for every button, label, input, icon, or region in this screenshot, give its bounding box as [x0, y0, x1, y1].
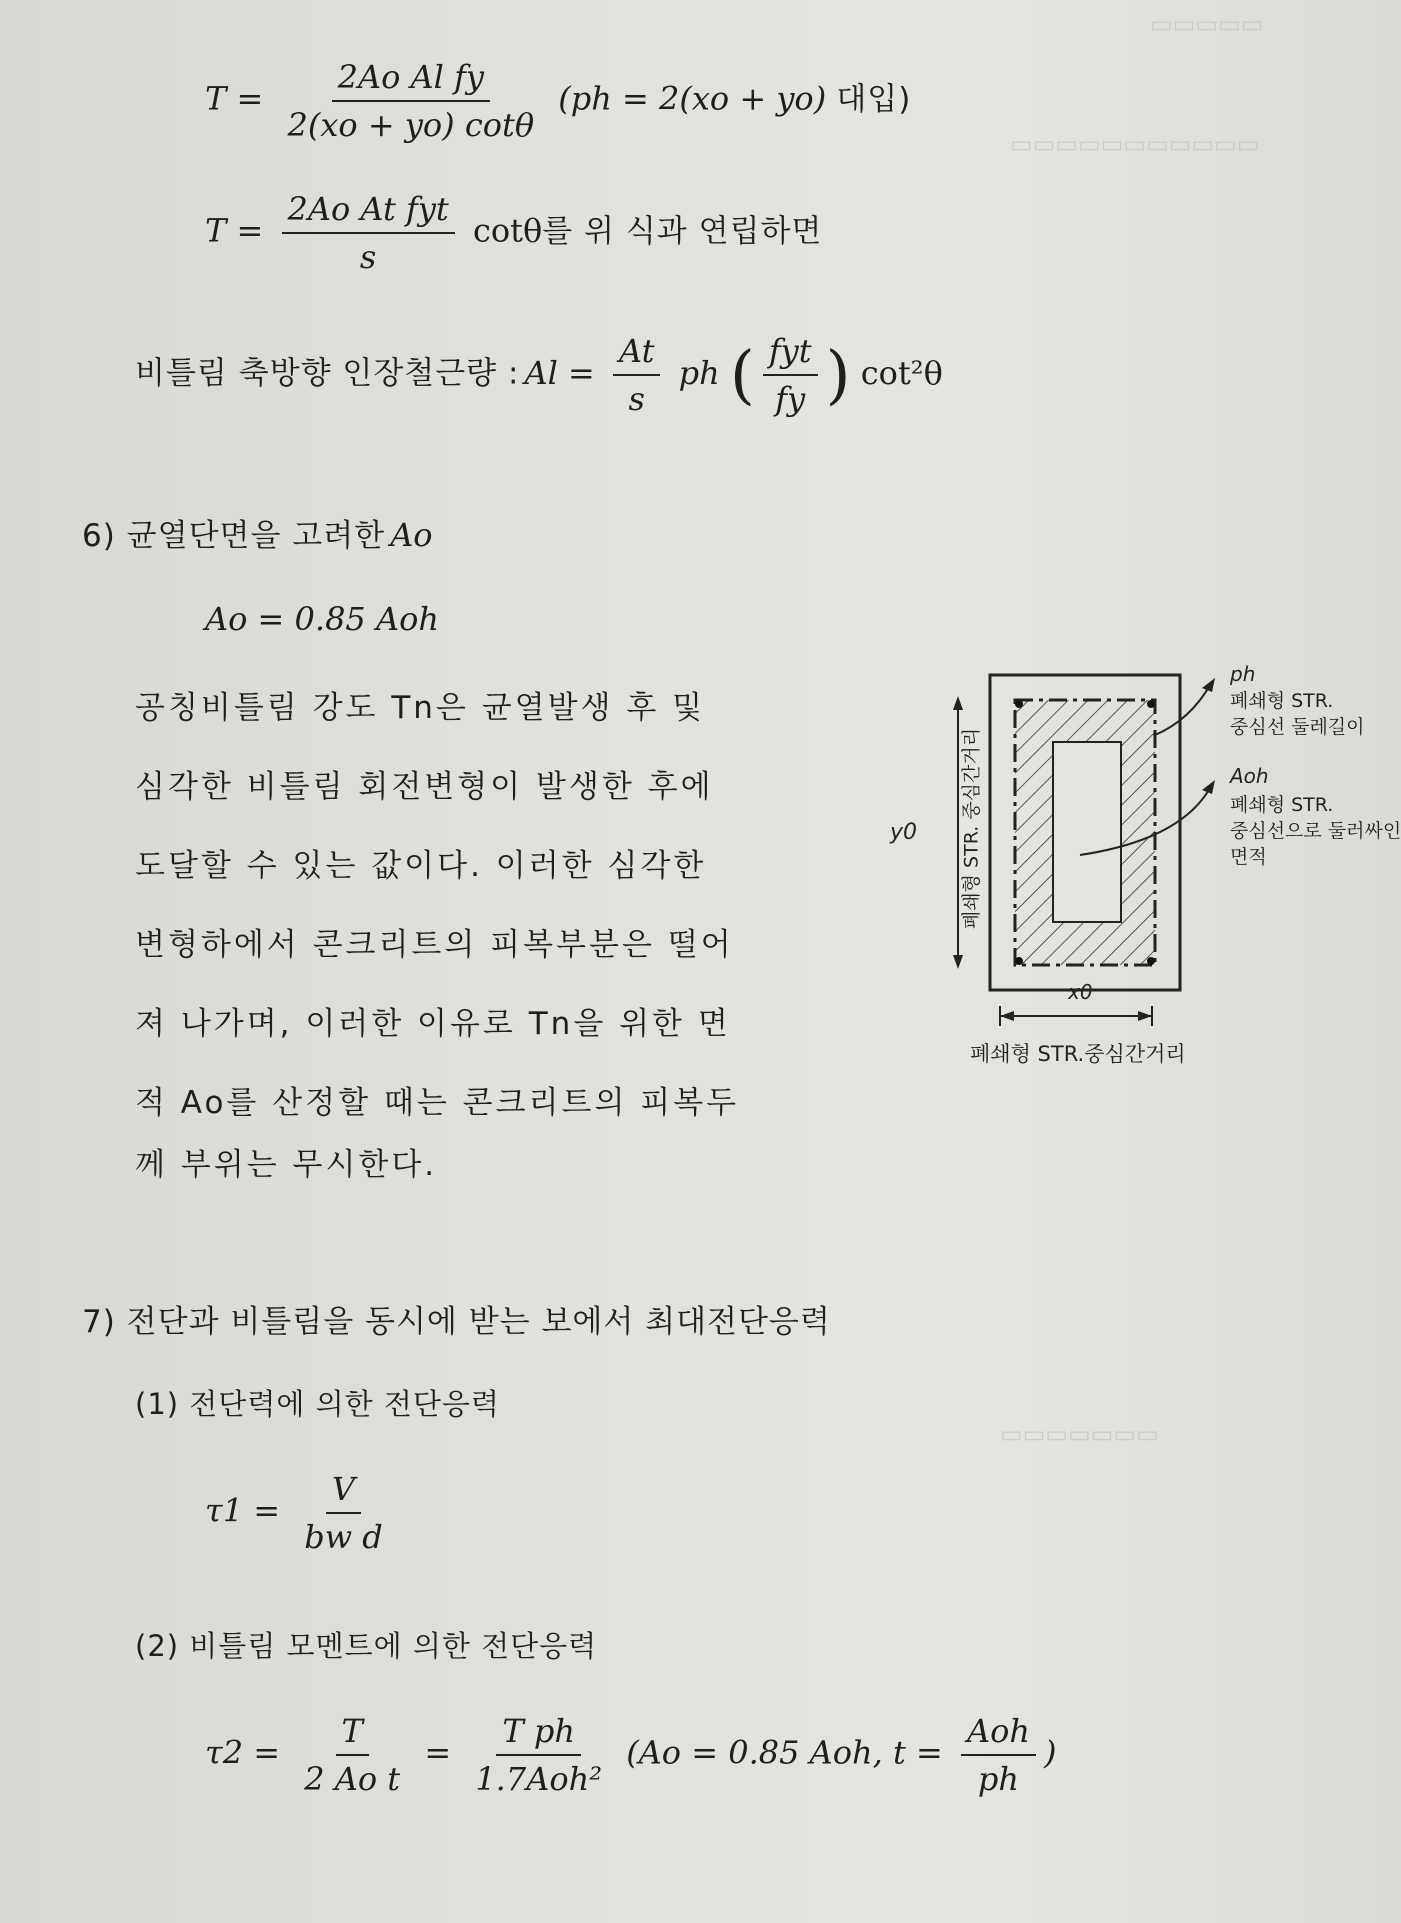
section-6-formula: Ao = 0.85 Aoh — [205, 600, 439, 638]
tau2-formula: τ2 = $\frac{T}{\text{2 Ao t}}$ = $\frac{\text{T ph}}{\text{1.7Aoh²}}$ (Ao = 0.85 Aoh, t = $\frac{\text{Aoh}}{ph}$ ) — [205, 1712, 1057, 1798]
section-7-heading: 7) 전단과 비틀림을 동시에 받는 보에서 최대전단응력 — [82, 1304, 831, 1340]
rebar-icon — [1147, 700, 1155, 708]
formula-longitudinal-steel: 비틀림 축방향 인장철근량 : Al = $\frac{At}{s}$ ph ( $\frac{\text{fyt}}{fy}$ ) cot²θ — [135, 332, 943, 418]
paragraph-line: 공칭비틀림 강도 Tn은 균열발생 후 및 — [135, 690, 706, 726]
rebar-icon — [1015, 700, 1023, 708]
y0-label: y0 — [890, 820, 918, 845]
paragraph-line: 져 나가며, 이러한 이유로 Tn을 위한 면 — [135, 1006, 731, 1042]
aoh-label: Aoh — [1230, 764, 1269, 788]
inner-core — [1053, 742, 1121, 922]
ph-label: ph — [1230, 662, 1256, 686]
paragraph-line: 적 Ao를 산정할 때는 콘크리트의 피복두 — [135, 1085, 740, 1121]
vertical-dimension-label: 폐쇄형 STR. 중심간거리 — [960, 727, 983, 930]
aoh-description: 면적 — [1230, 846, 1267, 868]
paragraph-line: 께 부위는 무시한다. — [135, 1147, 438, 1183]
paragraph-line: 변형하에서 콘크리트의 피복부분은 떨어 — [135, 927, 734, 963]
bleed-through-text: ▭▭▭▭▭▭▭ — [1000, 1420, 1159, 1448]
ph-description: 폐쇄형 STR. — [1230, 690, 1334, 712]
paragraph-line: 도달할 수 있는 값이다. 이러한 심각한 — [135, 848, 707, 884]
section-6-heading: 6) 균열단면을 고려한 Ao — [82, 516, 433, 554]
paragraph-line: 심각한 비틀림 회전변형이 발생한 후에 — [135, 769, 714, 805]
bleed-through-text: ▭▭▭▭▭ — [1150, 10, 1264, 38]
section-7-sub2: (2) 비틀림 모멘트에 의한 전단응력 — [135, 1629, 598, 1663]
formula-torsion-1: T = $\frac{\text{2Ao Al fy}}{2(xo + yo) \cot\theta}$ (ph = 2(xo + yo) 대입) — [205, 58, 912, 144]
aoh-description: 중심선으로 둘러싸인 — [1230, 820, 1401, 842]
rebar-icon — [1147, 957, 1155, 965]
ph-description: 중심선 둘레길이 — [1230, 716, 1365, 738]
section-7-sub1: (1) 전단력에 의한 전단응력 — [135, 1387, 500, 1421]
x0-label: x0 — [1068, 980, 1093, 1004]
stirrup-section-diagram — [890, 660, 1401, 1080]
bottom-dimension-label: 폐쇄형 STR.중심간거리 — [970, 1042, 1186, 1066]
aoh-description: 폐쇄형 STR. — [1230, 794, 1334, 816]
rebar-icon — [1015, 957, 1023, 965]
formula-torsion-2: T = $\frac{\text{2Ao At fyt}}{s}$ cotθ를 위 식과 연립하면 — [205, 190, 823, 276]
bleed-through-text: ▭▭▭▭▭▭▭▭▭▭▭ — [1010, 130, 1260, 158]
tau1-formula: τ1 = $\frac{V}{\text{bw d}}$ — [205, 1470, 383, 1556]
